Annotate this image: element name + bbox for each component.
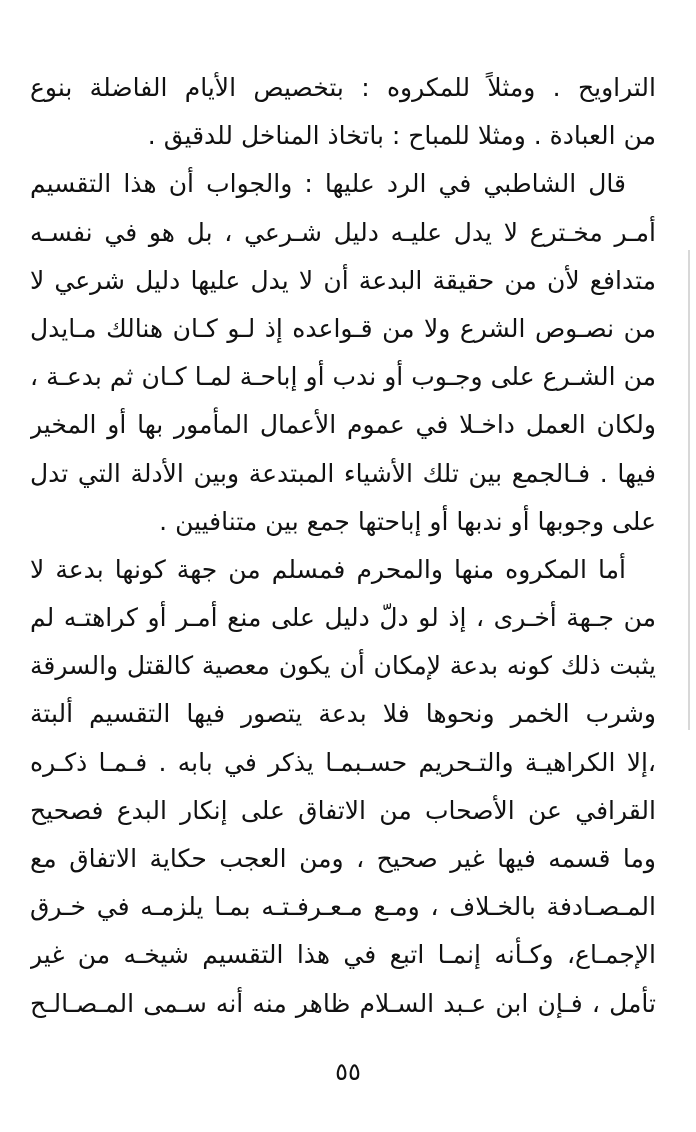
text-line: ،إلا الكراهيـة والتـحريم حسـبمـا يذكر في بابه . فـمـا ذكـره [30, 747, 656, 777]
page-edge-shadow [688, 250, 690, 730]
text-line: متدافع لأن من حقيقة البدعة أن لا يدل عليها دليل شرعي لا [30, 265, 656, 295]
text-line: أمـر مخـترع لا يدل عليـه دليل شـرعي ، بل هو في نفسـه [30, 217, 656, 247]
text-line: وشرب الخمر ونحوها فلا بدعة يتصور فيها التقسيم ألبتة [30, 699, 656, 729]
text-line: من الشـرع على وجـوب أو ندب أو إباحـة لمـا كـان ثم بدعـة ، [30, 362, 656, 392]
page-number: ٥٥ [335, 1058, 361, 1086]
text-line: قال الشاطبي في الرد عليها : والجواب أن هذا التقسيم [30, 169, 626, 199]
body-text [30, 64, 656, 1028]
text-line: أما المكروه منها والمحرم فمسلم من جهة كونها بدعة لا [30, 554, 626, 584]
text-line: على وجوبها أو ندبها أو إباحتها جمع بين متنافيين . [159, 506, 656, 536]
text-line: التراويح . ومثلاً للمكروه : بتخصيص الأيام الفاضلة بنوع [30, 73, 656, 102]
text-line: المـصـادفة بالخـلاف ، ومـع مـعـرفـتـه بمـا يلزمـه في خـرق [30, 892, 656, 922]
text-line: يثبت ذلك كونه بدعة لإمكان أن يكون معصية كالقتل والسرقة [30, 651, 656, 681]
text-line: وما قسمه فيها غير صحيح ، ومن العجب حكاية الاتفاق مع [30, 844, 656, 873]
text-line: الإجمـاع، وكـأنه إنمـا اتبع في هذا التقسيم شيخـه من غير [30, 940, 656, 970]
text-line: تأمل ، فـإن ابن عـبد السـلام ظاهر منه أنه سـمى المـصـالـح [30, 988, 656, 1018]
text-line: القرافي عن الأصحاب من الاتفاق على إنكار البدع فصحيح [30, 795, 656, 825]
text-line: من نصـوص الشرع ولا من قـواعده إذ لـو كـان هنالك مـايدل [30, 313, 656, 343]
text-line: من العبادة . ومثلا للمباح : باتخاذ المناخل للدقيق . [147, 121, 656, 151]
text-line: فيها . فـالجمع بين تلك الأشياء المبتدعة وبين الأدلة التي تدل [30, 458, 656, 488]
text-line: ولكان العمل داخـلا في عموم الأعمال المأمور بها أو المخير [30, 410, 656, 440]
text-line: من جـهة أخـرى ، إذ لو دلّ دليل على منع أمـر أو كراهتـه لم [30, 603, 656, 633]
